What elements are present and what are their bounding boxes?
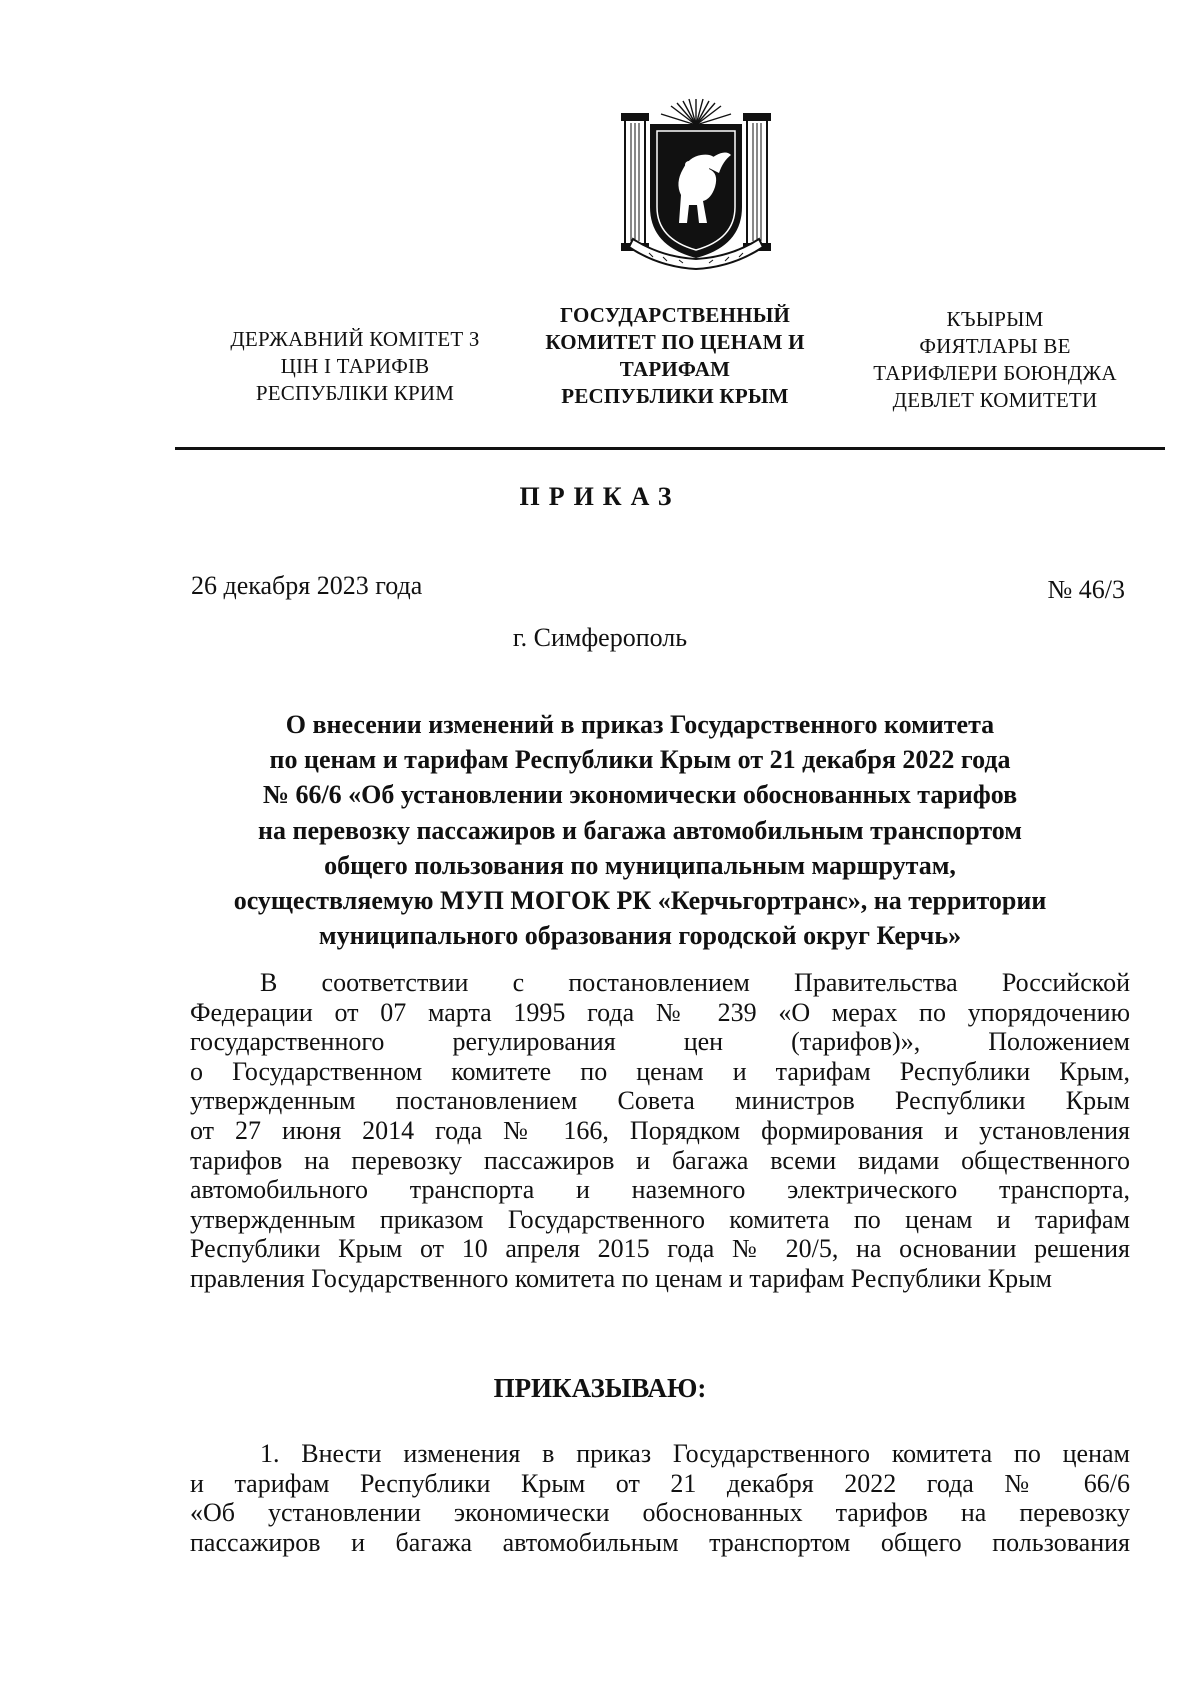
- paragraph-line: В соответствии с постановлением Правительства Российской: [260, 968, 1130, 997]
- header-crimean-tatar: [845, 306, 1145, 414]
- paragraph-line: Федерации от 07 марта 1995 года № 239 «О мерах по упорядочению: [190, 997, 1130, 1027]
- subject-line: общего пользования по муниципальным маршрутам,: [324, 850, 956, 880]
- paragraph-line: утвержденным постановлением Совета министров Республики Крым: [190, 1086, 1130, 1116]
- header-line: ФИЯТЛАРЫ ВЕ: [919, 334, 1071, 358]
- header-divider: [175, 447, 1165, 450]
- header-line: РЕСПУБЛІКИ КРИМ: [255, 381, 455, 405]
- subject-line: муниципального образования городской округ Керчь»: [318, 921, 962, 951]
- header-line: ГОСУДАРСТВЕННЫЙ: [559, 303, 791, 327]
- header-line: КОМИТЕТ ПО ЦЕНАМ И: [545, 330, 805, 354]
- paragraph-line: 1. Внести изменения в приказ Государственного комитета по ценам: [260, 1439, 1130, 1468]
- order-number: № 46/3: [1047, 575, 1125, 604]
- header-russian: [525, 302, 825, 410]
- item-1-paragraph: [190, 1439, 1130, 1557]
- subject-line: О внесении изменений в приказ Государственного комитета: [285, 710, 995, 739]
- paragraph-line: «Об установлении экономически обоснованных тарифов на перевозку: [190, 1498, 1130, 1528]
- header-line: ТАРИФАМ: [619, 357, 731, 381]
- paragraph-line: Республики Крым от 10 апреля 2015 года № 20/5, на основании решения: [190, 1234, 1130, 1264]
- paragraph-line: и тарифам Республики Крым от 21 декабря 2022 года № 66/6: [190, 1468, 1130, 1498]
- crimea-coat-of-arms-icon: [619, 95, 773, 270]
- document-title: ПРИКАЗ: [519, 482, 681, 511]
- subject-line: осуществляемую МУП МОГОК РК «Керчьгортранс», на территории: [233, 886, 1047, 916]
- header-line: ДЕРЖАВНИЙ КОМІТЕТ З: [230, 327, 480, 351]
- header-line: КЪЫРЫМ: [946, 307, 1044, 331]
- header-line: ДЕВЛЕТ КОМИТЕТИ: [892, 388, 1098, 412]
- paragraph-line: государственного регулирования цен (тарифов)», Положением: [190, 1027, 1130, 1057]
- paragraph-line: утвержденным приказом Государственного комитета по ценам и тарифам: [190, 1204, 1130, 1234]
- subject-line: на перевозку пассажиров и багажа автомобильным транспортом: [258, 815, 1022, 845]
- preamble-paragraph: [190, 968, 1130, 1294]
- decree-heading: ПРИКАЗЫВАЮ:: [493, 1373, 707, 1403]
- paragraph-line: правления Государственного комитета по ценам и тарифам Республики Крым: [190, 1263, 1052, 1293]
- order-subject: [150, 707, 1130, 953]
- order-date: 26 декабря 2023 года: [191, 571, 423, 600]
- coat-of-arms: [619, 95, 773, 270]
- header-line: РЕСПУБЛИКИ КРЫМ: [561, 384, 789, 408]
- paragraph-line: автомобильного транспорта и наземного электрического транспорта,: [190, 1175, 1130, 1205]
- order-city: г. Симферополь: [512, 623, 688, 652]
- paragraph-line: пассажиров и багажа автомобильным транспортом общего пользования: [190, 1527, 1130, 1557]
- subject-line: по ценам и тарифам Республики Крым от 21 декабря 2022 года: [269, 745, 1011, 775]
- paragraph-line: тарифов на перевозку пассажиров и багажа всеми видами общественного: [190, 1145, 1130, 1175]
- header-ukrainian: [195, 326, 515, 407]
- header-line: ЦІН І ТАРИФІВ: [280, 354, 430, 378]
- paragraph-line: от 27 июня 2014 года № 166, Порядком формирования и установления: [190, 1115, 1130, 1145]
- subject-line: № 66/6 «Об установлении экономически обоснованных тарифов: [262, 780, 1018, 810]
- paragraph-line: о Государственном комитете по ценам и тарифам Республики Крым,: [190, 1056, 1130, 1086]
- header-line: ТАРИФЛЕРИ БОЮНДЖА: [873, 361, 1117, 385]
